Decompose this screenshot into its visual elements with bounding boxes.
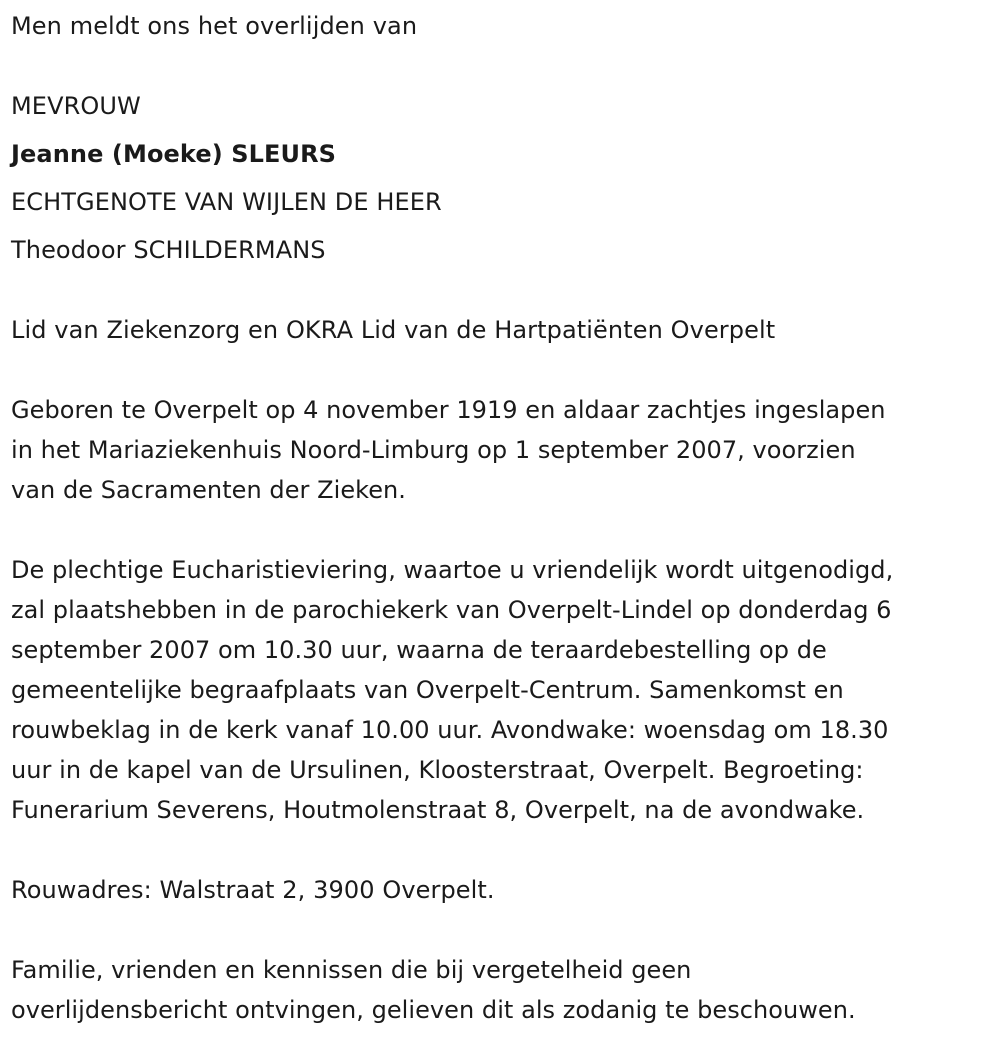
paragraph-line: uur in de kapel van de Ursulinen, Kloosterstraat, Overpelt. Begroeting: [11,756,864,784]
spouse-prefix: ECHTGENOTE VAN WIJLEN DE HEER [11,188,442,216]
paragraph-line: zal plaatshebben in de parochiekerk van Overpelt-Lindel op donderdag 6 [11,596,892,624]
paragraph-line: van de Sacramenten der Zieken. [11,476,406,504]
ceremony-paragraph [11,550,996,830]
address-text: Rouwadres: Walstraat 2, 3900 Overpelt. [11,876,495,904]
paragraph-line: Geboren te Overpelt op 4 november 1919 en aldaar zachtjes ingeslapen [11,396,886,424]
paragraph-line: in het Mariaziekenhuis Noord-Limburg op 1 september 2007, voorzien [11,436,856,464]
paragraph-line: september 2007 om 10.30 uur, waarna de teraardebestelling op de [11,636,827,664]
intro-text: Men meldt ons het overlijden van [11,12,418,40]
title-text: MEVROUW [11,92,141,120]
deceased-name: Jeanne (Moeke) SLEURS [11,140,337,168]
paragraph-line: gemeentelijke begraafplaats van Overpelt-Centrum. Samenkomst en [11,676,844,704]
paragraph-line: Funerarium Severens, Houtmolenstraat 8, Overpelt, na de avondwake. [11,796,865,824]
closing-paragraph [11,950,996,1030]
spouse-name: Theodoor SCHILDERMANS [11,236,326,264]
paragraph-line: overlijdensbericht ontvingen, gelieven dit als zodanig te beschouwen. [11,996,856,1024]
membership-text: Lid van Ziekenzorg en OKRA Lid van de Hartpatiënten Overpelt [11,316,776,344]
paragraph-line: Familie, vrienden en kennissen die bij vergetelheid geen [11,956,692,984]
paragraph-line: De plechtige Eucharistieviering, waartoe u vriendelijk wordt uitgenodigd, [11,556,894,584]
paragraph-line: rouwbeklag in de kerk vanaf 10.00 uur. Avondwake: woensdag om 18.30 [11,716,889,744]
birth-death-paragraph [11,390,996,510]
